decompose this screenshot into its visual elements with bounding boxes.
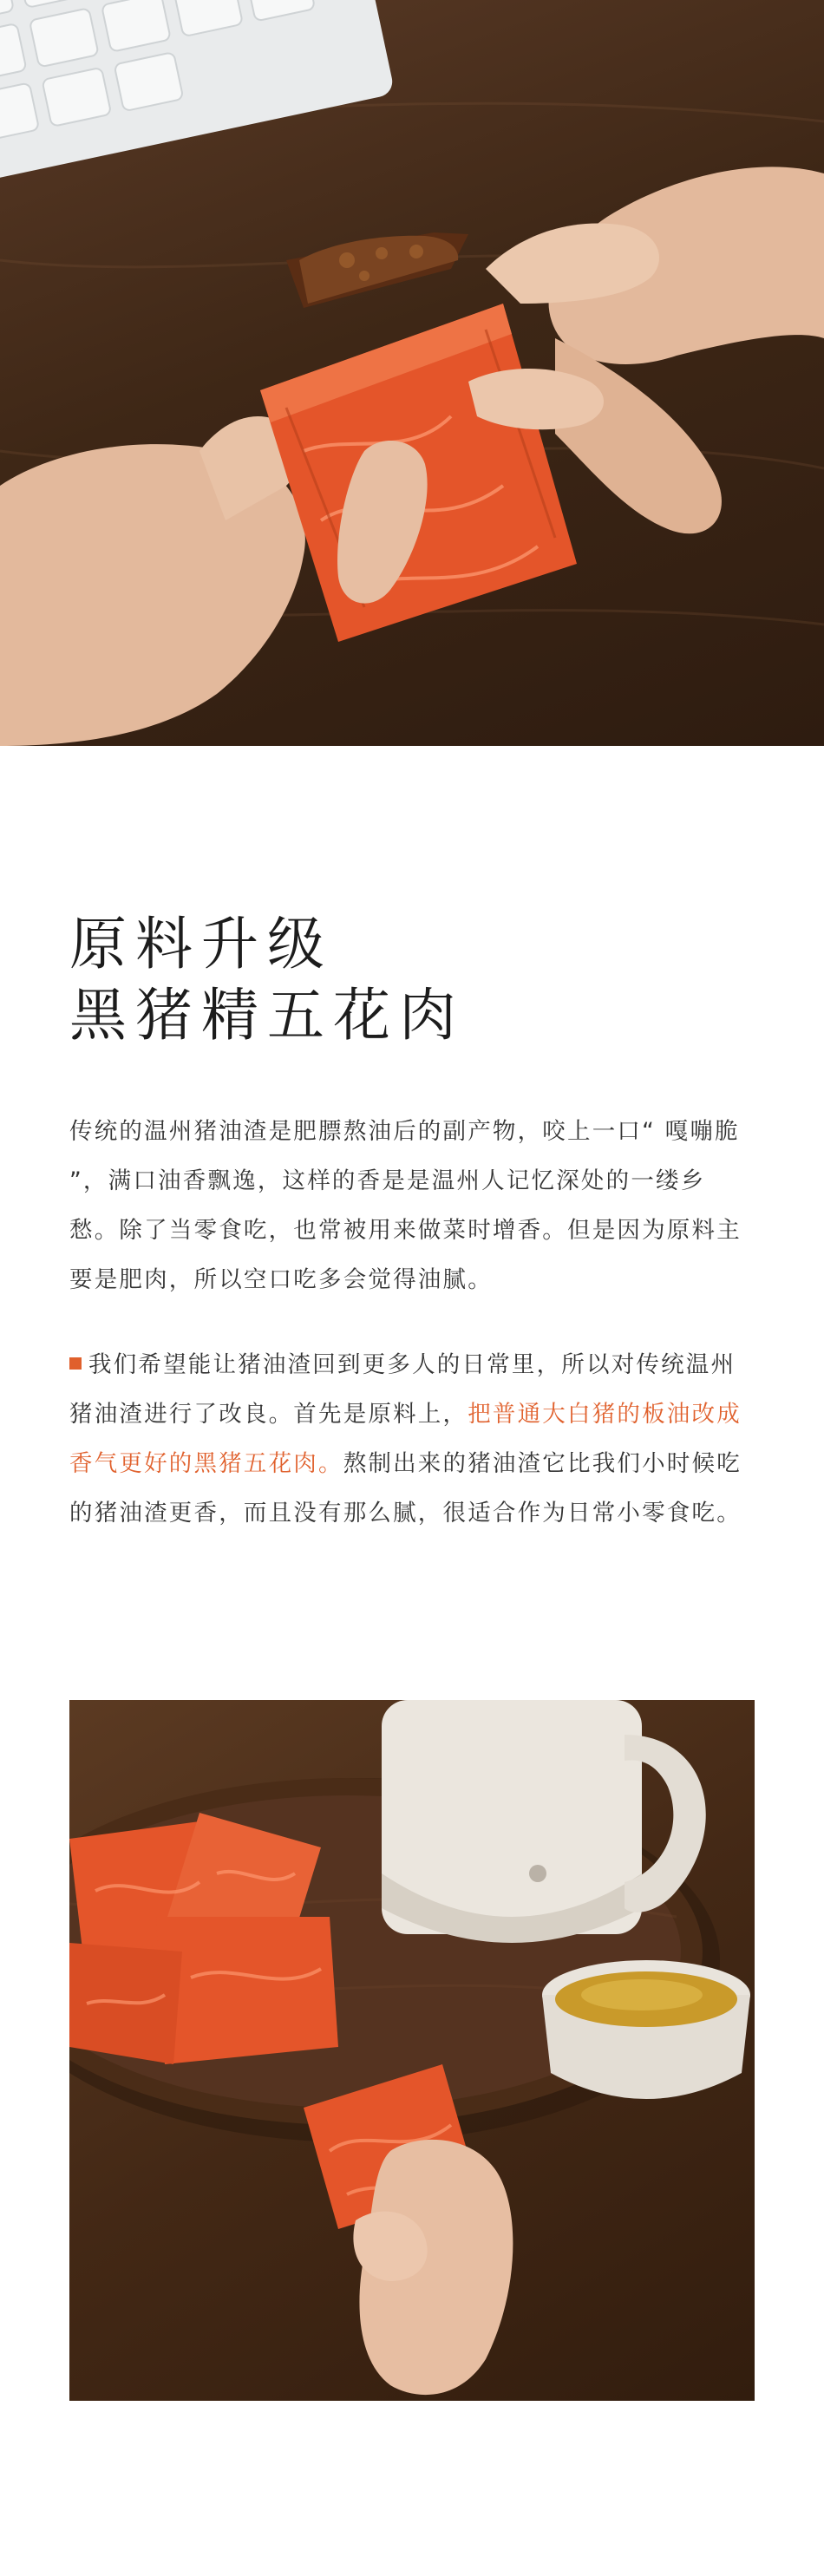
page-title [69, 909, 465, 1051]
hands-opening-orange-snack-pack-icon [0, 0, 824, 746]
title-line-2: 黑猪精五花肉 [69, 982, 465, 1049]
hero-photo [0, 0, 824, 746]
improvement-text-before: 我们希望能让猪油渣回到更多人的日常里，所以对传统温州猪油渣进行了改良。首先是原料上， [69, 1351, 736, 1428]
product-photo [69, 1700, 755, 2401]
improvement-highlight: 把普通大白猪的板油改成香气更好的黑猪五花肉。 [69, 1401, 742, 1477]
tray-with-snack-packs-and-tea-icon [69, 1700, 755, 2401]
square-bullet-icon [69, 1357, 82, 1370]
intro-paragraph: 传统的温州猪油渣是肥膘熬油后的副产物，咬上一口“ 嘎嘣脆 ”，满口油香飘逸，这样的香是是温州人记忆深处的一缕乡愁。除了当零食吃，也常被用来做菜时增香。但是因为原料主要是肥肉，所以空口吃多会觉得油腻。 [69, 1118, 742, 1293]
improvement-text-after: 熬制出来的猪油渣它比我们小时候吃的猪油渣更香，而且没有那么腻，很适合作为日常小零食吃。 [69, 1450, 742, 1527]
improvement-paragraph [69, 1340, 755, 1538]
title-line-1: 原料升级 [69, 911, 333, 977]
